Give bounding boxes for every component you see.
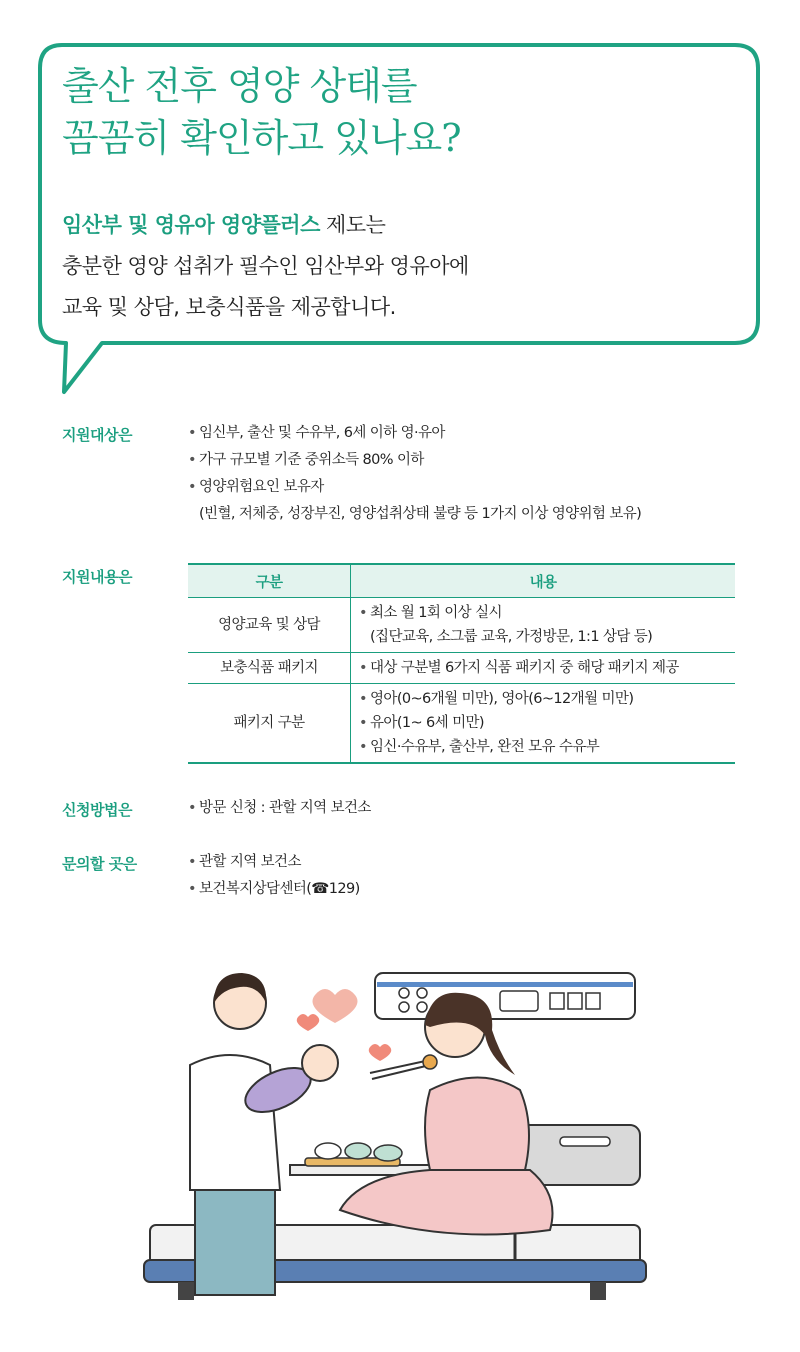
apply-label: 신청방법은 <box>62 801 132 819</box>
mother-icon <box>340 993 553 1235</box>
target-note: (빈혈, 저체중, 성장부진, 영양섭취상태 불량 등 1가지 이상 영양위험 보유) <box>199 506 642 522</box>
headline <box>62 60 461 164</box>
intro-line2: 충분한 영양 섭취가 필수인 임산부와 영유아에 <box>62 254 469 278</box>
apply-list <box>188 795 371 822</box>
table-cell-category: 보충식품 패키지 <box>188 653 351 684</box>
table-cell-content <box>351 598 736 653</box>
program-name: 임산부 및 영유아 영양플러스 <box>62 213 320 237</box>
list-item: • 관할 지역 보건소 <box>188 849 360 876</box>
list-item: • 가구 규모별 기준 중위소득 80% 이하 <box>188 447 641 474</box>
heart-icon <box>313 989 358 1023</box>
intro-line3: 교육 및 상담, 보충식품을 제공합니다. <box>62 295 396 319</box>
table-row <box>188 598 735 653</box>
heart-icon <box>297 1014 320 1031</box>
headline-line1: 출산 전후 영양 상태를 <box>62 64 417 108</box>
table-row <box>188 684 735 764</box>
heart-icon <box>369 1044 392 1061</box>
inquiry-label: 문의할 곳은 <box>62 855 137 873</box>
table-bullet: • 유아(1~ 6세 미만) <box>359 711 727 735</box>
table-cell-category: 패키지 구분 <box>188 684 351 764</box>
table-cell-content <box>351 653 736 684</box>
intro-line1-rest: 제도는 <box>319 213 386 237</box>
table-row <box>188 653 735 684</box>
table-header-row <box>188 564 735 598</box>
table-header-category: 구분 <box>188 564 351 598</box>
table-cell-category: 영양교육 및 상담 <box>188 598 351 653</box>
content-label: 지원내용은 <box>62 568 132 586</box>
support-table <box>188 563 735 764</box>
list-item: • 임신부, 출산 및 수유부, 6세 이하 영·유아 <box>188 420 641 447</box>
table-bullet: • 대상 구분별 6가지 식품 패키지 중 해당 패키지 제공 <box>359 656 727 680</box>
target-list <box>188 420 641 528</box>
list-item: • 영양위험요인 보유자 <box>188 474 641 501</box>
list-item: • 보건복지상담센터(☎129) <box>188 876 360 903</box>
illustration <box>130 955 660 1305</box>
nurse-icon <box>190 973 280 1295</box>
headline-line2: 꼼꼼히 확인하고 있나요? <box>62 116 461 160</box>
table-header-content: 내용 <box>351 564 736 598</box>
table-bullet: • 영아(0~6개월 미만), 영아(6~12개월 미만) <box>359 687 727 711</box>
table-bullet: • 최소 월 1회 이상 실시 <box>359 601 727 625</box>
inquiry-list <box>188 849 360 903</box>
table-note: (집단교육, 소그룹 교육, 가정방문, 1:1 상담 등) <box>370 629 653 645</box>
list-item: • 방문 신청 : 관할 지역 보건소 <box>188 795 371 822</box>
table-cell-content <box>351 684 736 764</box>
intro-text <box>62 205 469 328</box>
table-bullet: • 임신·수유부, 출산부, 완전 모유 수유부 <box>359 735 727 759</box>
speech-bubble <box>0 0 800 400</box>
target-label: 지원대상은 <box>62 426 132 444</box>
